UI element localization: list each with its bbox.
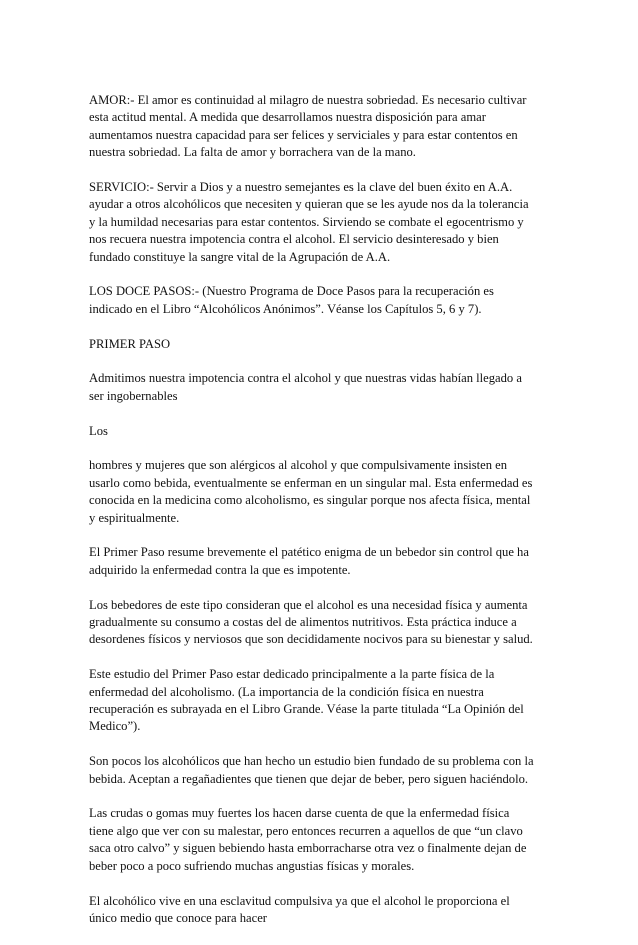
paragraph-hombres-mujeres: hombres y mujeres que son alérgicos al alcohol y que compulsivamente insisten en usarlo como bebida, eventualmente se enferman en un singular mal. Esta enfermedad es conocida en la medicina como alcoholismo, es singular porque nos afecta física, mental y espiritualmente.: [89, 458, 533, 525]
paragraph-doce-pasos: LOS DOCE PASOS:- (Nuestro Programa de Doce Pasos para la recuperación es indicado en el Libro “Alcohólicos Anónimos”. Véanse los Capítulos 5, 6 y 7).: [89, 284, 494, 316]
paragraph-pocos: Son pocos los alcohólicos que han hecho un estudio bien fundado de su problema con la bebida. Aceptan a regañadientes que tienen que dejar de beber, pero siguen haciéndolo.: [89, 754, 534, 786]
document-body: [89, 92, 551, 945]
paragraph-bebedores: Los bebedores de este tipo consideran que el alcohol es una necesidad física y aumenta gradualmente su consumo a costas del de alimentos nutritivos. Esta práctica induce a desordenes físicos y nerviosos que son decididamente nocivos para su bienestar y salud.: [89, 597, 533, 647]
heading-primer-paso: PRIMER PASO: [89, 336, 171, 351]
paragraph-los: Los: [89, 423, 108, 438]
paragraph-servicio: SERVICIO:- Servir a Dios y a nuestro semejantes es la clave del buen éxito en A.A. ayudar a otros alcohólicos que necesiten y quieran que se les ayude nos da la tolerancia y la humildad necesarias para estar contentos. Sirviendo se combate el egocentrismo y nos recuera nuestra impotencia contra el alcohol. El servicio desinteresado y bien fundado constituye la sangre vital de la Agrupación de A.A.: [89, 180, 529, 264]
paragraph-crudas: Las crudas o gomas muy fuertes los hacen darse cuenta de que la enfermedad física tiene algo que ver con su malestar, pero entonces recurren a aquellos de que “un clavo saca otro calvo” y siguen bebiendo hasta emborracharse otra vez o finalmente dejan de beber poco a poco sufriendo muchas angustias físicas y morales.: [89, 806, 527, 873]
paragraph-admitimos: Admitimos nuestra impotencia contra el alcohol y que nuestras vidas habían llegado a ser ingobernables: [89, 371, 522, 403]
paragraph-estudio: Este estudio del Primer Paso estar dedicado principalmente a la parte física de la enfermedad del alcoholismo. (La importancia de la condición física en nuestra recuperación es subrayada en el Libro Grande. Véase la parte titulada “La Opinión del Medico”).: [89, 667, 524, 734]
paragraph-enigma: El Primer Paso resume brevemente el patético enigma de un bebedor sin control que ha adquirido la enfermedad contra la que es impotente.: [89, 545, 529, 577]
paragraph-amor: AMOR:- El amor es continuidad al milagro de nuestra sobriedad. Es necesario cultivar esta actitud mental. A medida que desarrollamos nuestra disposición para amar aumentamos nuestra capacidad para ser felices y serviciales y para estar contentos en nuestra sobriedad. La falta de amor y borrachera van de la mano.: [89, 93, 527, 160]
paragraph-esclavitud: El alcohólico vive en una esclavitud compulsiva ya que el alcohol le proporciona el único medio que conoce para hacer: [89, 893, 510, 925]
